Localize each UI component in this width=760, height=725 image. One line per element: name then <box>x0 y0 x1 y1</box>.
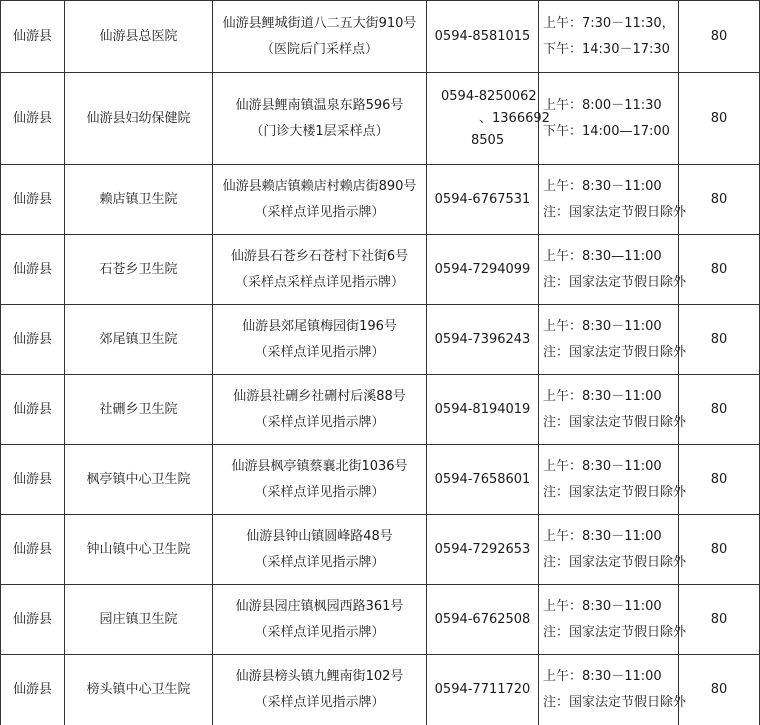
phone-cell <box>427 655 539 725</box>
county-cell: 仙游县 <box>1 515 65 585</box>
phone-cell <box>427 235 539 305</box>
opening-hours-cell-line: 下午：14:00—17:00 <box>543 123 670 139</box>
address-cell-line: 仙游县园庄镇枫园西路361号 <box>235 598 404 614</box>
opening-hours-cell-line: 注：国家法定节假日除外 <box>543 414 687 430</box>
opening-hours-cell <box>539 585 687 655</box>
hospital-name-cell: 钟山镇中心卫生院 <box>65 515 213 585</box>
quota-cell: 80 <box>679 375 760 445</box>
hospital-name-cell: 仙游县总医院 <box>65 1 213 73</box>
quota-cell: 80 <box>679 655 760 725</box>
quota-cell: 80 <box>679 305 760 375</box>
opening-hours-cell-line: 上午：8:30－11:00 <box>543 668 662 684</box>
hospital-name-cell: 园庄镇卫生院 <box>65 585 213 655</box>
address-cell <box>213 1 427 73</box>
address-cell-line: 仙游县鲤城街道八二五大街910号 <box>222 15 417 31</box>
opening-hours-cell-line: 上午：8:30－11:00 <box>543 598 662 614</box>
phone-cell <box>427 73 550 165</box>
opening-hours-cell-line: 下午：14:30－17:30 <box>543 41 670 57</box>
phone-cell <box>427 305 539 375</box>
table-row <box>1 165 760 235</box>
opening-hours-cell-line: 上午：7:30－11:30， <box>543 15 675 31</box>
address-cell-line: （采样点详见指示牌） <box>254 484 385 500</box>
table-row <box>1 585 760 655</box>
phone-cell-line: 0594-8581015 <box>434 28 531 44</box>
phone-cell-line: 0594-7711720 <box>434 681 531 697</box>
address-cell-line: 仙游县赖店镇赖店村赖店街890号 <box>222 178 417 194</box>
county-cell: 仙游县 <box>1 445 65 515</box>
opening-hours-cell-line: 注：国家法定节假日除外 <box>543 694 687 710</box>
address-cell-line: 仙游县鲤南镇温泉东路596号 <box>235 97 404 113</box>
opening-hours-cell-line: 上午：8:30－11:00 <box>543 388 662 404</box>
address-cell-line: （采样点详见指示牌） <box>254 414 385 430</box>
address-cell <box>213 305 427 375</box>
opening-hours-cell <box>539 655 687 725</box>
county-cell: 仙游县 <box>1 235 65 305</box>
address-cell <box>213 445 427 515</box>
opening-hours-cell-line: 上午：8:30－11:00 <box>543 178 662 194</box>
hospital-name-cell: 社硎乡卫生院 <box>65 375 213 445</box>
address-cell-line: （采样点详见指示牌） <box>254 694 385 710</box>
table-row <box>1 305 760 375</box>
county-cell: 仙游县 <box>1 165 65 235</box>
opening-hours-cell-line: 上午：8:30－11:00 <box>543 318 662 334</box>
opening-hours-cell-line: 注：国家法定节假日除外 <box>543 484 687 500</box>
address-cell-line: 仙游县郊尾镇梅园街196号 <box>242 318 397 334</box>
opening-hours-cell-line: 上午：8:00－11:30 <box>543 97 662 113</box>
quota-cell: 80 <box>679 585 760 655</box>
address-cell-line: （采样点详见指示牌） <box>254 554 385 570</box>
opening-hours-cell-line: 上午：8:30－11:00 <box>543 528 662 544</box>
opening-hours-cell <box>539 515 687 585</box>
phone-cell-line: 8505 <box>471 132 505 148</box>
opening-hours-cell-line: 注：国家法定节假日除外 <box>543 344 687 360</box>
phone-cell <box>427 375 539 445</box>
county-cell: 仙游县 <box>1 375 65 445</box>
address-cell-line: （医院后门采样点） <box>260 41 378 57</box>
opening-hours-cell-line: 上午：8:30—11:00 <box>543 248 662 264</box>
phone-cell-line: 0594-6767531 <box>434 191 531 207</box>
quota-cell: 80 <box>679 515 760 585</box>
hospital-name-cell: 枫亭镇中心卫生院 <box>65 445 213 515</box>
phone-cell <box>427 585 539 655</box>
address-cell-line: 仙游县社硎乡社硎村后溪88号 <box>233 388 406 404</box>
quota-cell: 80 <box>679 235 760 305</box>
opening-hours-cell-line: 注：国家法定节假日除外 <box>543 274 687 290</box>
address-cell <box>213 585 427 655</box>
opening-hours-cell <box>539 305 687 375</box>
phone-cell-line: 0594-7294099 <box>434 261 531 277</box>
hospital-name-cell: 仙游县妇幼保健院 <box>65 73 213 165</box>
hospital-name-cell: 郊尾镇卫生院 <box>65 305 213 375</box>
phone-cell-line: 0594-6762508 <box>434 611 531 627</box>
phone-cell-line: 0594-8194019 <box>434 401 531 417</box>
address-cell <box>213 375 427 445</box>
hospital-name-cell: 赖店镇卫生院 <box>65 165 213 235</box>
opening-hours-cell-line: 注：国家法定节假日除外 <box>543 624 687 640</box>
address-cell-line: （采样点详见指示牌） <box>254 204 385 220</box>
hospital-name-cell: 榜头镇中心卫生院 <box>65 655 213 725</box>
address-cell-line: 仙游县榜头镇九鲤南街102号 <box>235 668 404 684</box>
phone-cell <box>427 445 539 515</box>
table-body <box>1 1 760 725</box>
table-row <box>1 445 760 515</box>
address-cell-line: （门诊大楼1层采样点） <box>250 123 389 139</box>
address-cell-line: （采样点详见指示牌） <box>254 624 385 640</box>
address-cell-line: 仙游县石苍乡石苍村下社街6号 <box>230 248 409 264</box>
county-cell: 仙游县 <box>1 73 65 165</box>
table-row <box>1 235 760 305</box>
phone-cell-line: 0594-7658601 <box>434 471 531 487</box>
table-row <box>1 515 760 585</box>
address-cell-line: 仙游县钟山镇圆峰路48号 <box>246 528 393 544</box>
phone-cell-line: 0594-8250062 <box>441 88 537 104</box>
opening-hours-cell <box>539 375 687 445</box>
opening-hours-cell-line: 上午：8:30－11:00 <box>543 458 662 474</box>
phone-cell <box>427 165 539 235</box>
county-cell: 仙游县 <box>1 1 65 73</box>
address-cell-line: （采样点采样点详见指示牌） <box>234 274 404 290</box>
quota-cell: 80 <box>679 165 760 235</box>
opening-hours-cell-line: 注：国家法定节假日除外 <box>543 204 687 220</box>
phone-cell-line: 0594-7292653 <box>434 541 531 557</box>
opening-hours-cell <box>539 235 687 305</box>
address-cell <box>213 515 427 585</box>
table-row <box>1 655 760 725</box>
opening-hours-cell <box>539 1 679 73</box>
opening-hours-cell <box>539 445 687 515</box>
phone-cell-line: 、1366692 <box>479 110 550 126</box>
county-cell: 仙游县 <box>1 305 65 375</box>
quota-cell: 80 <box>679 445 760 515</box>
table-row <box>1 73 760 165</box>
address-cell <box>213 165 427 235</box>
phone-cell <box>427 515 539 585</box>
opening-hours-cell <box>539 73 679 165</box>
hospital-name-cell: 石苍乡卫生院 <box>65 235 213 305</box>
address-cell-line: 仙游县枫亭镇蔡襄北街1036号 <box>231 458 408 474</box>
address-cell <box>213 655 427 725</box>
phone-cell-line: 0594-7396243 <box>434 331 531 347</box>
opening-hours-cell <box>539 165 687 235</box>
county-cell: 仙游县 <box>1 655 65 725</box>
phone-cell <box>427 1 539 73</box>
address-cell <box>213 235 427 305</box>
county-cell: 仙游县 <box>1 585 65 655</box>
table-row <box>1 1 760 73</box>
opening-hours-cell-line: 注：国家法定节假日除外 <box>543 554 687 570</box>
address-cell-line: （采样点详见指示牌） <box>254 344 385 360</box>
table-row <box>1 375 760 445</box>
quota-cell: 80 <box>679 73 760 165</box>
address-cell <box>213 73 427 165</box>
quota-cell: 80 <box>679 1 760 73</box>
